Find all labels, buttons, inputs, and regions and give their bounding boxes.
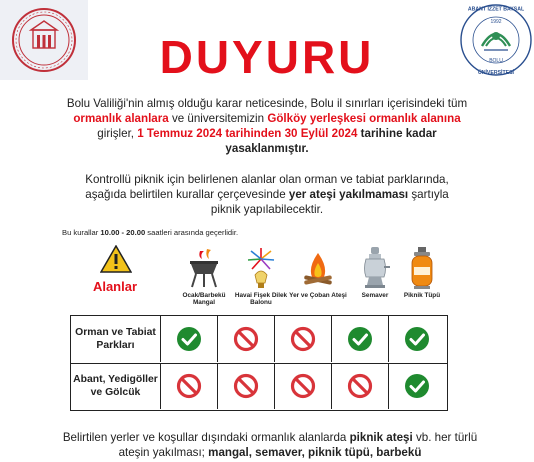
rules-table (70, 245, 448, 411)
allowed-check-icon (404, 326, 430, 352)
campfire-icon (298, 245, 338, 291)
table-cell (161, 363, 218, 409)
forbidden-icon (176, 373, 202, 399)
allowed-check-icon (176, 326, 202, 352)
rules-grid (70, 315, 448, 411)
table-cell (332, 316, 389, 362)
table-corner-label: Alanlar (92, 279, 138, 294)
table-cell (275, 363, 332, 409)
table-header (70, 245, 448, 315)
table-row (71, 316, 447, 364)
forbidden-icon (347, 373, 373, 399)
warning-icon (100, 245, 132, 273)
samovar-icon (355, 245, 395, 291)
table-cell (218, 363, 275, 409)
forbidden-icon (290, 373, 316, 399)
table-row (71, 363, 447, 410)
column-label: Semaver (361, 292, 389, 299)
table-cell (389, 363, 445, 409)
university-logo-suffix: ÜNİVERSİTESİ (477, 70, 515, 76)
table-cell (161, 316, 218, 362)
announcement-paragraph-3: Belirtilen yerler ve koşullar dışındaki ormanlık alanlarda piknik ateşi vb. her türlü ateşin yakılması; mangal, semaver, piknik tüpü, barbekü (62, 431, 478, 459)
forbidden-icon (233, 326, 259, 352)
university-logo-name: ABANT İZZET BAYSAL (467, 6, 525, 13)
fireworks-icon (241, 245, 281, 291)
university-logo-year: 1992 (490, 19, 502, 25)
announcement-paragraph-2: Kontrollü piknik için belirlenen alanlar olan orman ve tabiat parklarında, aşağıda belirtilen kurallar çerçevesinde yer ateşi yakılmaması şartıyla piknik yapılabilecektir. (85, 173, 449, 216)
page-title: DUYURU (159, 31, 375, 83)
table-cell (218, 316, 275, 362)
column-header-barbecue (175, 245, 233, 306)
gas-cylinder-icon (402, 245, 442, 291)
table-cell (332, 363, 389, 409)
column-header-fireworks (232, 245, 290, 306)
forbidden-icon (290, 326, 316, 352)
forbidden-icon (233, 373, 259, 399)
university-logo-city: BOLU (489, 58, 503, 64)
allowed-check-icon (347, 326, 373, 352)
row-label: Orman ve Tabiat Parkları (71, 316, 161, 362)
row-label: Abant, Yedigöller ve Gölcük (71, 363, 161, 409)
column-label: Yer ve Çoban Ateşi (289, 292, 347, 299)
table-cell (275, 316, 332, 362)
barbecue-grill-icon (184, 245, 224, 291)
allowed-check-icon (404, 373, 430, 399)
table-cell (389, 316, 445, 362)
column-header-campfire (289, 245, 347, 299)
column-label: Ocak/Barbekü Mangal (182, 292, 226, 306)
column-header-gas-cylinder (393, 245, 451, 299)
column-label: Havai Fişek Dilek Balonu (234, 292, 288, 306)
announcement-paragraph-1: Bolu Valiliği'nin almış olduğu karar neticesinde, Bolu il sınırları içerisindeki tüm ormanlık alanlara ve üniversitemizin Gölköy yerleşkesi ormanlık alanına girişler, 1 Temmuz 2024 tarihinden 30 Eylül 2024 tarihine kadar yasaklanmıştır. (66, 97, 468, 155)
column-label: Piknik Tüpü (403, 292, 441, 299)
hours-note: Bu kurallar 10.00 - 20.00 saatleri arasında geçerlidir. (62, 228, 239, 237)
